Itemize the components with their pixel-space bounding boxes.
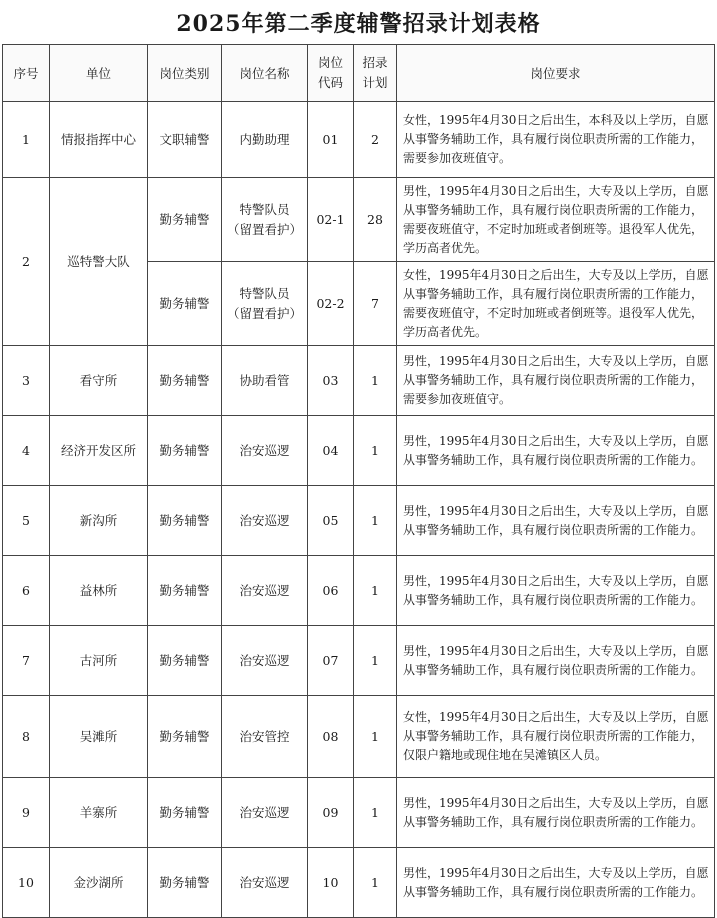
cell-unit: 羊寨所 bbox=[50, 778, 148, 848]
table-row bbox=[3, 486, 715, 556]
cell-category: 勤务辅警 bbox=[148, 696, 222, 778]
cell-index: 10 bbox=[3, 848, 50, 918]
cell-post-name: 治安管控 bbox=[222, 696, 308, 778]
cell-category: 勤务辅警 bbox=[148, 178, 222, 262]
cell-post-code: 07 bbox=[308, 626, 354, 696]
header-row bbox=[3, 45, 715, 102]
cell-post-code: 02-1 bbox=[308, 178, 354, 262]
cell-post-name-line2: （留置看护） bbox=[226, 305, 302, 321]
cell-category: 勤务辅警 bbox=[148, 848, 222, 918]
cell-post-code: 08 bbox=[308, 696, 354, 778]
table-row bbox=[3, 102, 715, 178]
header-index: 序号 bbox=[3, 45, 50, 102]
cell-index: 3 bbox=[3, 346, 50, 416]
cell-post-code: 01 bbox=[308, 102, 354, 178]
cell-post-name: 治安巡逻 bbox=[222, 848, 308, 918]
document-title: 2025年第二季度辅警招录计划表格 bbox=[176, 10, 541, 37]
table-row bbox=[3, 556, 715, 626]
cell-index: 1 bbox=[3, 102, 50, 178]
cell-post-name: 治安巡逻 bbox=[222, 416, 308, 486]
recruitment-plan-table bbox=[2, 44, 715, 918]
cell-post-code: 03 bbox=[308, 346, 354, 416]
cell-index: 8 bbox=[3, 696, 50, 778]
cell-plan: 1 bbox=[354, 696, 397, 778]
header-unit: 单位 bbox=[50, 45, 148, 102]
cell-requirement: 女性，1995年4月30日之后出生，大专及以上学历，自愿从事警务辅助工作，具有履行岗位职责所需的工作能力，仅限户籍地或现住地在吴滩镇区人员。 bbox=[397, 696, 715, 778]
cell-unit: 吴滩所 bbox=[50, 696, 148, 778]
cell-plan: 1 bbox=[354, 778, 397, 848]
cell-requirement: 女性，1995年4月30日之后出生，大专及以上学历，自愿从事警务辅助工作，具有履行岗位职责所需的工作能力，需要夜班值守，不定时加班或者倒班等。退役军人优先，学历高者优先。 bbox=[397, 262, 715, 346]
cell-category: 文职辅警 bbox=[148, 102, 222, 178]
cell-plan: 1 bbox=[354, 848, 397, 918]
cell-plan: 1 bbox=[354, 416, 397, 486]
cell-unit: 看守所 bbox=[50, 346, 148, 416]
cell-unit: 新沟所 bbox=[50, 486, 148, 556]
cell-post-name: 治安巡逻 bbox=[222, 778, 308, 848]
cell-plan: 2 bbox=[354, 102, 397, 178]
cell-unit: 益林所 bbox=[50, 556, 148, 626]
table-row bbox=[3, 696, 715, 778]
header-post-code-line1: 岗位 bbox=[317, 55, 343, 70]
cell-requirement: 男性，1995年4月30日之后出生，大专及以上学历，自愿从事警务辅助工作，具有履行岗位职责所需的工作能力。 bbox=[397, 556, 715, 626]
cell-requirement: 男性，1995年4月30日之后出生，大专及以上学历，自愿从事警务辅助工作，具有履行岗位职责所需的工作能力。 bbox=[397, 486, 715, 556]
cell-plan: 1 bbox=[354, 626, 397, 696]
cell-post-code: 09 bbox=[308, 778, 354, 848]
cell-index: 7 bbox=[3, 626, 50, 696]
cell-index: 6 bbox=[3, 556, 50, 626]
cell-requirement: 男性，1995年4月30日之后出生，大专及以上学历，自愿从事警务辅助工作，具有履行岗位职责所需的工作能力。 bbox=[397, 848, 715, 918]
cell-post-name bbox=[222, 262, 308, 346]
cell-post-code: 06 bbox=[308, 556, 354, 626]
cell-post-code: 10 bbox=[308, 848, 354, 918]
table-row bbox=[3, 848, 715, 918]
cell-index: 5 bbox=[3, 486, 50, 556]
cell-post-name: 治安巡逻 bbox=[222, 486, 308, 556]
cell-plan: 7 bbox=[354, 262, 397, 346]
cell-post-name-line1: 特警队员 bbox=[239, 201, 290, 217]
cell-plan: 1 bbox=[354, 486, 397, 556]
cell-requirement: 男性，1995年4月30日之后出生，大专及以上学历，自愿从事警务辅助工作，具有履行岗位职责所需的工作能力。 bbox=[397, 778, 715, 848]
header-post-code-line2: 代码 bbox=[317, 75, 343, 90]
cell-unit: 情报指挥中心 bbox=[50, 102, 148, 178]
cell-post-code: 02-2 bbox=[308, 262, 354, 346]
cell-plan: 1 bbox=[354, 346, 397, 416]
header-plan-line1: 招录 bbox=[362, 55, 388, 70]
table-row bbox=[3, 778, 715, 848]
table-row bbox=[3, 178, 715, 262]
cell-post-name: 内勤助理 bbox=[222, 102, 308, 178]
cell-post-name: 治安巡逻 bbox=[222, 556, 308, 626]
cell-post-name bbox=[222, 178, 308, 262]
cell-unit: 经济开发区所 bbox=[50, 416, 148, 486]
table-row bbox=[3, 416, 715, 486]
cell-post-code: 04 bbox=[308, 416, 354, 486]
cell-unit: 金沙湖所 bbox=[50, 848, 148, 918]
cell-category: 勤务辅警 bbox=[148, 556, 222, 626]
header-plan-line2: 计划 bbox=[362, 75, 388, 90]
cell-post-name: 治安巡逻 bbox=[222, 626, 308, 696]
header-category: 岗位类别 bbox=[148, 45, 222, 102]
cell-requirement: 男性，1995年4月30日之后出生，大专及以上学历，自愿从事警务辅助工作，具有履行岗位职责所需的工作能力。 bbox=[397, 626, 715, 696]
cell-post-name: 协助看管 bbox=[222, 346, 308, 416]
cell-category: 勤务辅警 bbox=[148, 486, 222, 556]
cell-requirement: 男性，1995年4月30日之后出生，大专及以上学历，自愿从事警务辅助工作，具有履行岗位职责所需的工作能力，需要参加夜班值守。 bbox=[397, 346, 715, 416]
cell-requirement: 女性，1995年4月30日之后出生，本科及以上学历，自愿从事警务辅助工作，具有履行岗位职责所需的工作能力，需要参加夜班值守。 bbox=[397, 102, 715, 178]
cell-category: 勤务辅警 bbox=[148, 346, 222, 416]
cell-unit: 巡特警大队 bbox=[50, 178, 148, 346]
cell-category: 勤务辅警 bbox=[148, 778, 222, 848]
table-row bbox=[3, 626, 715, 696]
cell-index: 2 bbox=[3, 178, 50, 346]
cell-post-name-line2: （留置看护） bbox=[226, 221, 302, 237]
cell-index: 9 bbox=[3, 778, 50, 848]
cell-category: 勤务辅警 bbox=[148, 626, 222, 696]
header-plan bbox=[354, 45, 397, 102]
cell-plan: 28 bbox=[354, 178, 397, 262]
cell-plan: 1 bbox=[354, 556, 397, 626]
header-requirement: 岗位要求 bbox=[397, 45, 715, 102]
cell-requirement: 男性，1995年4月30日之后出生，大专及以上学历，自愿从事警务辅助工作，具有履行岗位职责所需的工作能力，需要夜班值守，不定时加班或者倒班等。退役军人优先，学历高者优先。 bbox=[397, 178, 715, 262]
cell-post-code: 05 bbox=[308, 486, 354, 556]
cell-unit: 古河所 bbox=[50, 626, 148, 696]
cell-category: 勤务辅警 bbox=[148, 262, 222, 346]
table-row bbox=[3, 346, 715, 416]
header-post-code bbox=[308, 45, 354, 102]
cell-index: 4 bbox=[3, 416, 50, 486]
header-post-name: 岗位名称 bbox=[222, 45, 308, 102]
cell-requirement: 男性，1995年4月30日之后出生，大专及以上学历，自愿从事警务辅助工作，具有履行岗位职责所需的工作能力。 bbox=[397, 416, 715, 486]
cell-post-name-line1: 特警队员 bbox=[239, 285, 290, 301]
cell-category: 勤务辅警 bbox=[148, 416, 222, 486]
